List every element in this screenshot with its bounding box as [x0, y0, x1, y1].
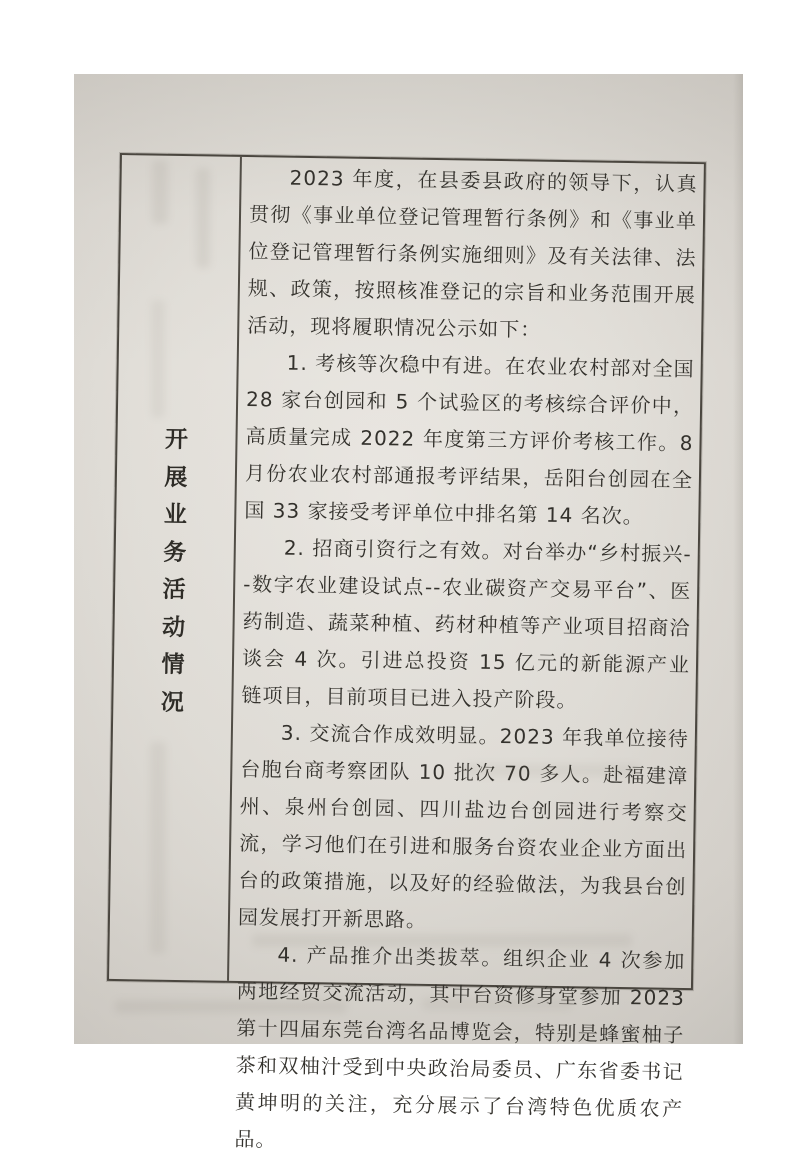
- section-label-char: 开: [164, 426, 189, 454]
- section-label-char: 展: [164, 464, 188, 491]
- section-label-char: 动: [161, 614, 186, 641]
- section-label-char: 情: [161, 651, 185, 679]
- document-photo: [74, 74, 743, 1152]
- intro-paragraph: 2023 年度，在县委县政府的领导下，认真贯彻《事业单位登记管理暂行条例》和《事业单位登记管理暂行条例实施细则》及有关法律、法规、政策，按照核准登记的宗旨和业务范围开展活动，现将履职情况公示如下：: [247, 165, 698, 342]
- section-label-char: 活: [162, 576, 186, 604]
- report-item-4: 4. 产品推介出类拔萃。组织企业 4 次参加两地经贸交流活动，其中台资修身堂参加 2023 第十四届东莞台湾名品博览会，特别是蜂蜜柚子茶和双柚汁受到中央政治局委员、广东省委书记黄坤明的关注，充分展示了台湾特色优质农产品。: [234, 942, 686, 1152]
- report-item-1: 1. 考核等次稳中有进。在农业农村部对全国 28 家台创园和 5 个试验区的考核综合评价中，高质量完成 2022 年度第三方评价考核工作。8 月份农业农村部通报考评结果，岳阳台创园在全国 33 家接受考评单位中排名第 14 名次。: [244, 350, 695, 529]
- report-item-2: 2. 招商引资行之有效。对台举办“乡村振兴--数字农业建设试点--农业碳资产交易平台”、医药制造、蔬菜种植、药材种植等产业项目招商洽谈会 4 次。引进总投资 15 亿元的新能源产业链项目，目前项目已进入投产阶段。: [241, 535, 692, 713]
- section-label-char: 业: [163, 501, 188, 529]
- report-item-3: 3. 交流合作成效明显。2023 年我单位接待台胞台商考察团队 10 批次 70 多人。赴福建漳州、泉州台创园、四川盐边台创园进行考察交流，学习他们在引进和服务台资农业企业方面出台的政策措施，以及好的经验做法，为我县台创园发展打开新思路。: [237, 720, 690, 932]
- section-label-char: 况: [160, 689, 185, 716]
- section-label-char: 务: [163, 539, 187, 566]
- section-header-cell: [109, 155, 242, 981]
- report-table: [107, 153, 706, 1152]
- activity-report-cell: [229, 157, 704, 1152]
